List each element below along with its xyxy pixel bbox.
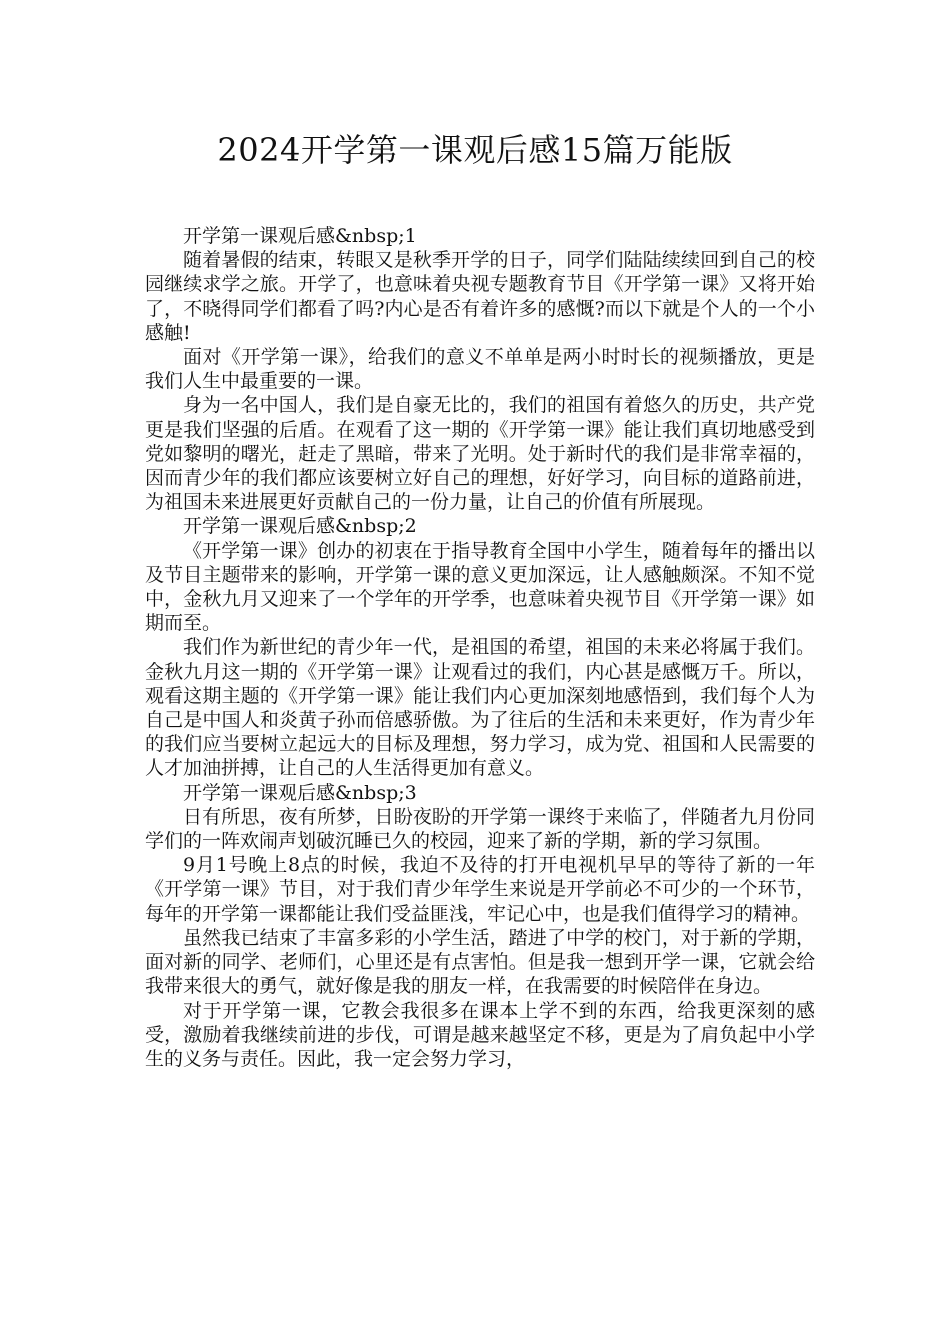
document-body bbox=[145, 224, 815, 1071]
section-heading-2: 开学第一课观后感&nbsp;2 bbox=[183, 515, 417, 538]
section-heading-1: 开学第一课观后感&nbsp;1 bbox=[183, 225, 417, 247]
section-heading-3: 开学第一课观后感&nbsp;3 bbox=[183, 781, 417, 804]
paragraph: 对于开学第一课，它教会我很多在课本上学不到的东西，给我更深刻的感受，激励着我继续前进的步伐，可谓是越来越坚定不移，更是为了肩负起中小学生的义务与责任。因此，我一定会努力学习， bbox=[145, 999, 815, 1070]
document-title: 2024开学第一课观后感15篇万能版 bbox=[217, 131, 733, 169]
paragraph: 《开学第一课》创办的初衷在于指导教育全国中小学生，随着每年的播出以及节目主题带来的影响，开学第一课的意义更加深远，让人感触颇深。不知不觉中，金秋九月又迎来了一个学年的开学季，也意味着央视节目《开学第一课》如期而至。 bbox=[145, 539, 815, 635]
paragraph: 身为一名中国人，我们是自豪无比的，我们的祖国有着悠久的历史，共产党更是我们坚强的后盾。在观看了这一期的《开学第一课》能让我们真切地感受到党如黎明的曙光，赶走了黑暗，带来了光明。处于新时代的我们是非常幸福的，因而青少年的我们都应该要树立好自己的理想，好好学习，向目标的道路前进，为祖国未来进展更好贡献自己的一份力量，让自己的价值有所展现。 bbox=[145, 394, 815, 514]
paragraph: 我们作为新世纪的青少年一代，是祖国的希望，祖国的未来必将属于我们。金秋九月这一期的《开学第一课》让观看过的我们，内心甚是感慨万千。所以，观看这期主题的《开学第一课》能让我们内心更加深刻地感悟到，我们每个人为自己是中国人和炎黄子孙而倍感骄傲。为了往后的生活和未来更好，作为青少年的我们应当要树立起远大的目标及理想，努力学习，成为党、祖国和人民需要的人才加油拼搏，让自己的人生活得更加有意义。 bbox=[145, 636, 815, 780]
paragraph: 面对《开学第一课》，给我们的意义不单单是两小时时长的视频播放，更是我们人生中最重要的一课。 bbox=[145, 346, 815, 393]
paragraph: 随着暑假的结束，转眼又是秋季开学的日子，同学们陆陆续续回到自己的校园继续求学之旅。开学了，也意味着央视专题教育节目《开学第一课》又将开始了，不晓得同学们都看了吗?内心是否有着许多的感慨?而以下就是个人的一个小感触! bbox=[145, 249, 815, 344]
paragraph: 9月1号晚上8点的时候，我迫不及待的打开电视机早早的等待了新的一年《开学第一课》节目，对于我们青少年学生来说是开学前必不可少的一个环节，每年的开学第一课都能让我们受益匪浅，牢记心中，也是我们值得学习的精神。 bbox=[145, 854, 815, 925]
paragraph: 日有所思，夜有所梦，日盼夜盼的开学第一课终于来临了，伴随者九月份同学们的一阵欢闹声划破沉睡已久的校园，迎来了新的学期，新的学习氛围。 bbox=[145, 805, 815, 853]
paragraph: 虽然我已结束了丰富多彩的小学生活，踏进了中学的校门，对于新的学期，面对新的同学、老师们，心里还是有点害怕。但是我一想到开学一课，它就会给我带来很大的勇气，就好像是我的朋友一样，在我需要的时候陪伴在身边。 bbox=[145, 926, 815, 998]
